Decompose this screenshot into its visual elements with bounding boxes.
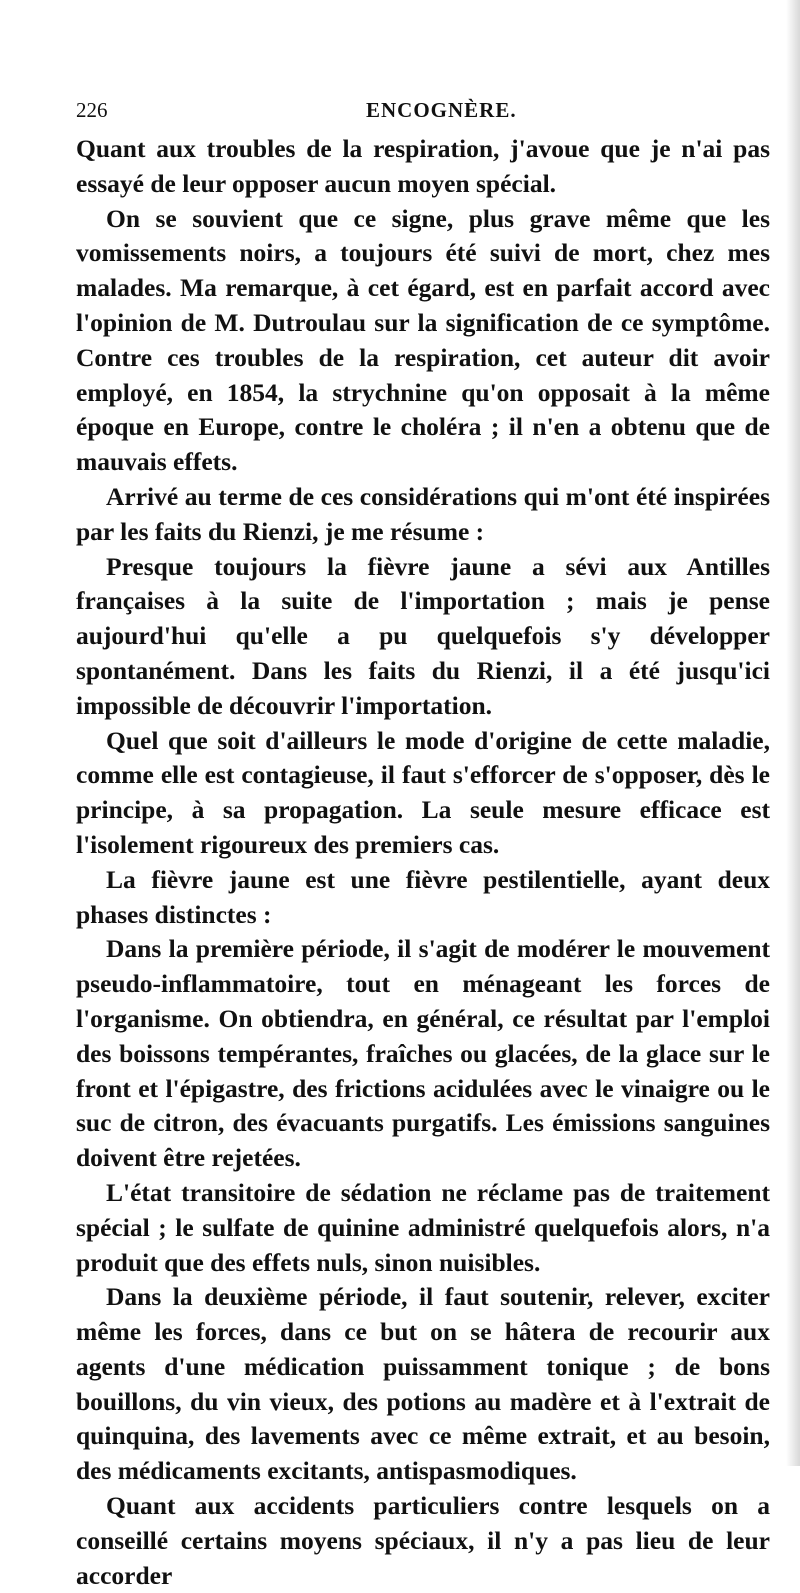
paragraph: Quel que soit d'ailleurs le mode d'origine de cette maladie, comme elle est contagieuse, il faut s'efforcer de s'opposer, dès le principe, à sa propagation. La seule mesure efficace est l'isolement rigoureux des premiers cas. (76, 725, 770, 859)
running-head: ENCOGNÈRE. (366, 98, 517, 122)
paragraph: Dans la première période, il s'agit de modérer le mouvement pseudo-inflammatoire, tout en ménageant les forces de l'organisme. On obtiendra, en général, ce résultat par l'emploi des boissons tempérantes, fraîches ou glacées, de la glace sur le front et l'épigastre, des frictions acidulées avec le vinaigre ou le suc de citron, des évacuants purgatifs. Les émissions sanguines doivent être rejetées. (76, 934, 770, 1173)
page-number: 226 (76, 98, 108, 122)
paragraph: Dans la deuxième période, il faut soutenir, relever, exciter même les forces, dans ce but on se hâtera de recourir aux agents d'une médication puissamment tonique ; de bons bouillons, du vin vieux, des potions au madère et à l'extrait de quinquina, des lavements avec ce même extrait, et au besoin, des médicaments excitants, antispasmodiques. (76, 1282, 770, 1486)
paragraph: L'état transitoire de sédation ne réclame pas de traitement spécial ; le sulfate de quinine administré quelquefois alors, n'a produit que des effets nuls, sinon nuisibles. (76, 1177, 770, 1277)
page-edge-shadow (786, 0, 800, 1466)
page-header (76, 92, 770, 132)
paragraph: La fièvre jaune est une fièvre pestilentielle, ayant deux phases distinctes : (76, 864, 770, 929)
body-text (76, 132, 770, 1593)
paragraph: Quant aux accidents particuliers contre lesquels on a conseillé certains moyens spéciaux, il n'y a pas lieu de leur accorder (76, 1491, 770, 1590)
paragraph: On se souvient que ce signe, plus grave même que les vomissements noirs, a toujours été suivi de mort, chez mes malades. Ma remarque, à cet égard, est en parfait accord avec l'opinion de M. Dutroulau sur la signification de ce symptôme. Contre ces troubles de la respiration, cet auteur dit avoir employé, en 1854, la strychnine qu'on opposait à la même époque en Europe, contre le choléra ; il n'en a obtenu que de mauvais effets. (76, 203, 770, 477)
paragraph: Presque toujours la fièvre jaune a sévi aux Antilles françaises à la suite de l'importation ; mais je pense aujourd'hui qu'elle a pu quelquefois s'y développer spontanément. Dans les faits du Rienzi, il a été jusqu'ici impossible de découvrir l'importation. (76, 551, 770, 720)
paragraph: Quant aux troubles de la respiration, j'avoue que je n'ai pas essayé de leur opposer aucun moyen spécial. (76, 134, 770, 198)
paragraph: Arrivé au terme de ces considérations qui m'ont été inspirées par les faits du Rienzi, je me résume : (76, 481, 770, 546)
